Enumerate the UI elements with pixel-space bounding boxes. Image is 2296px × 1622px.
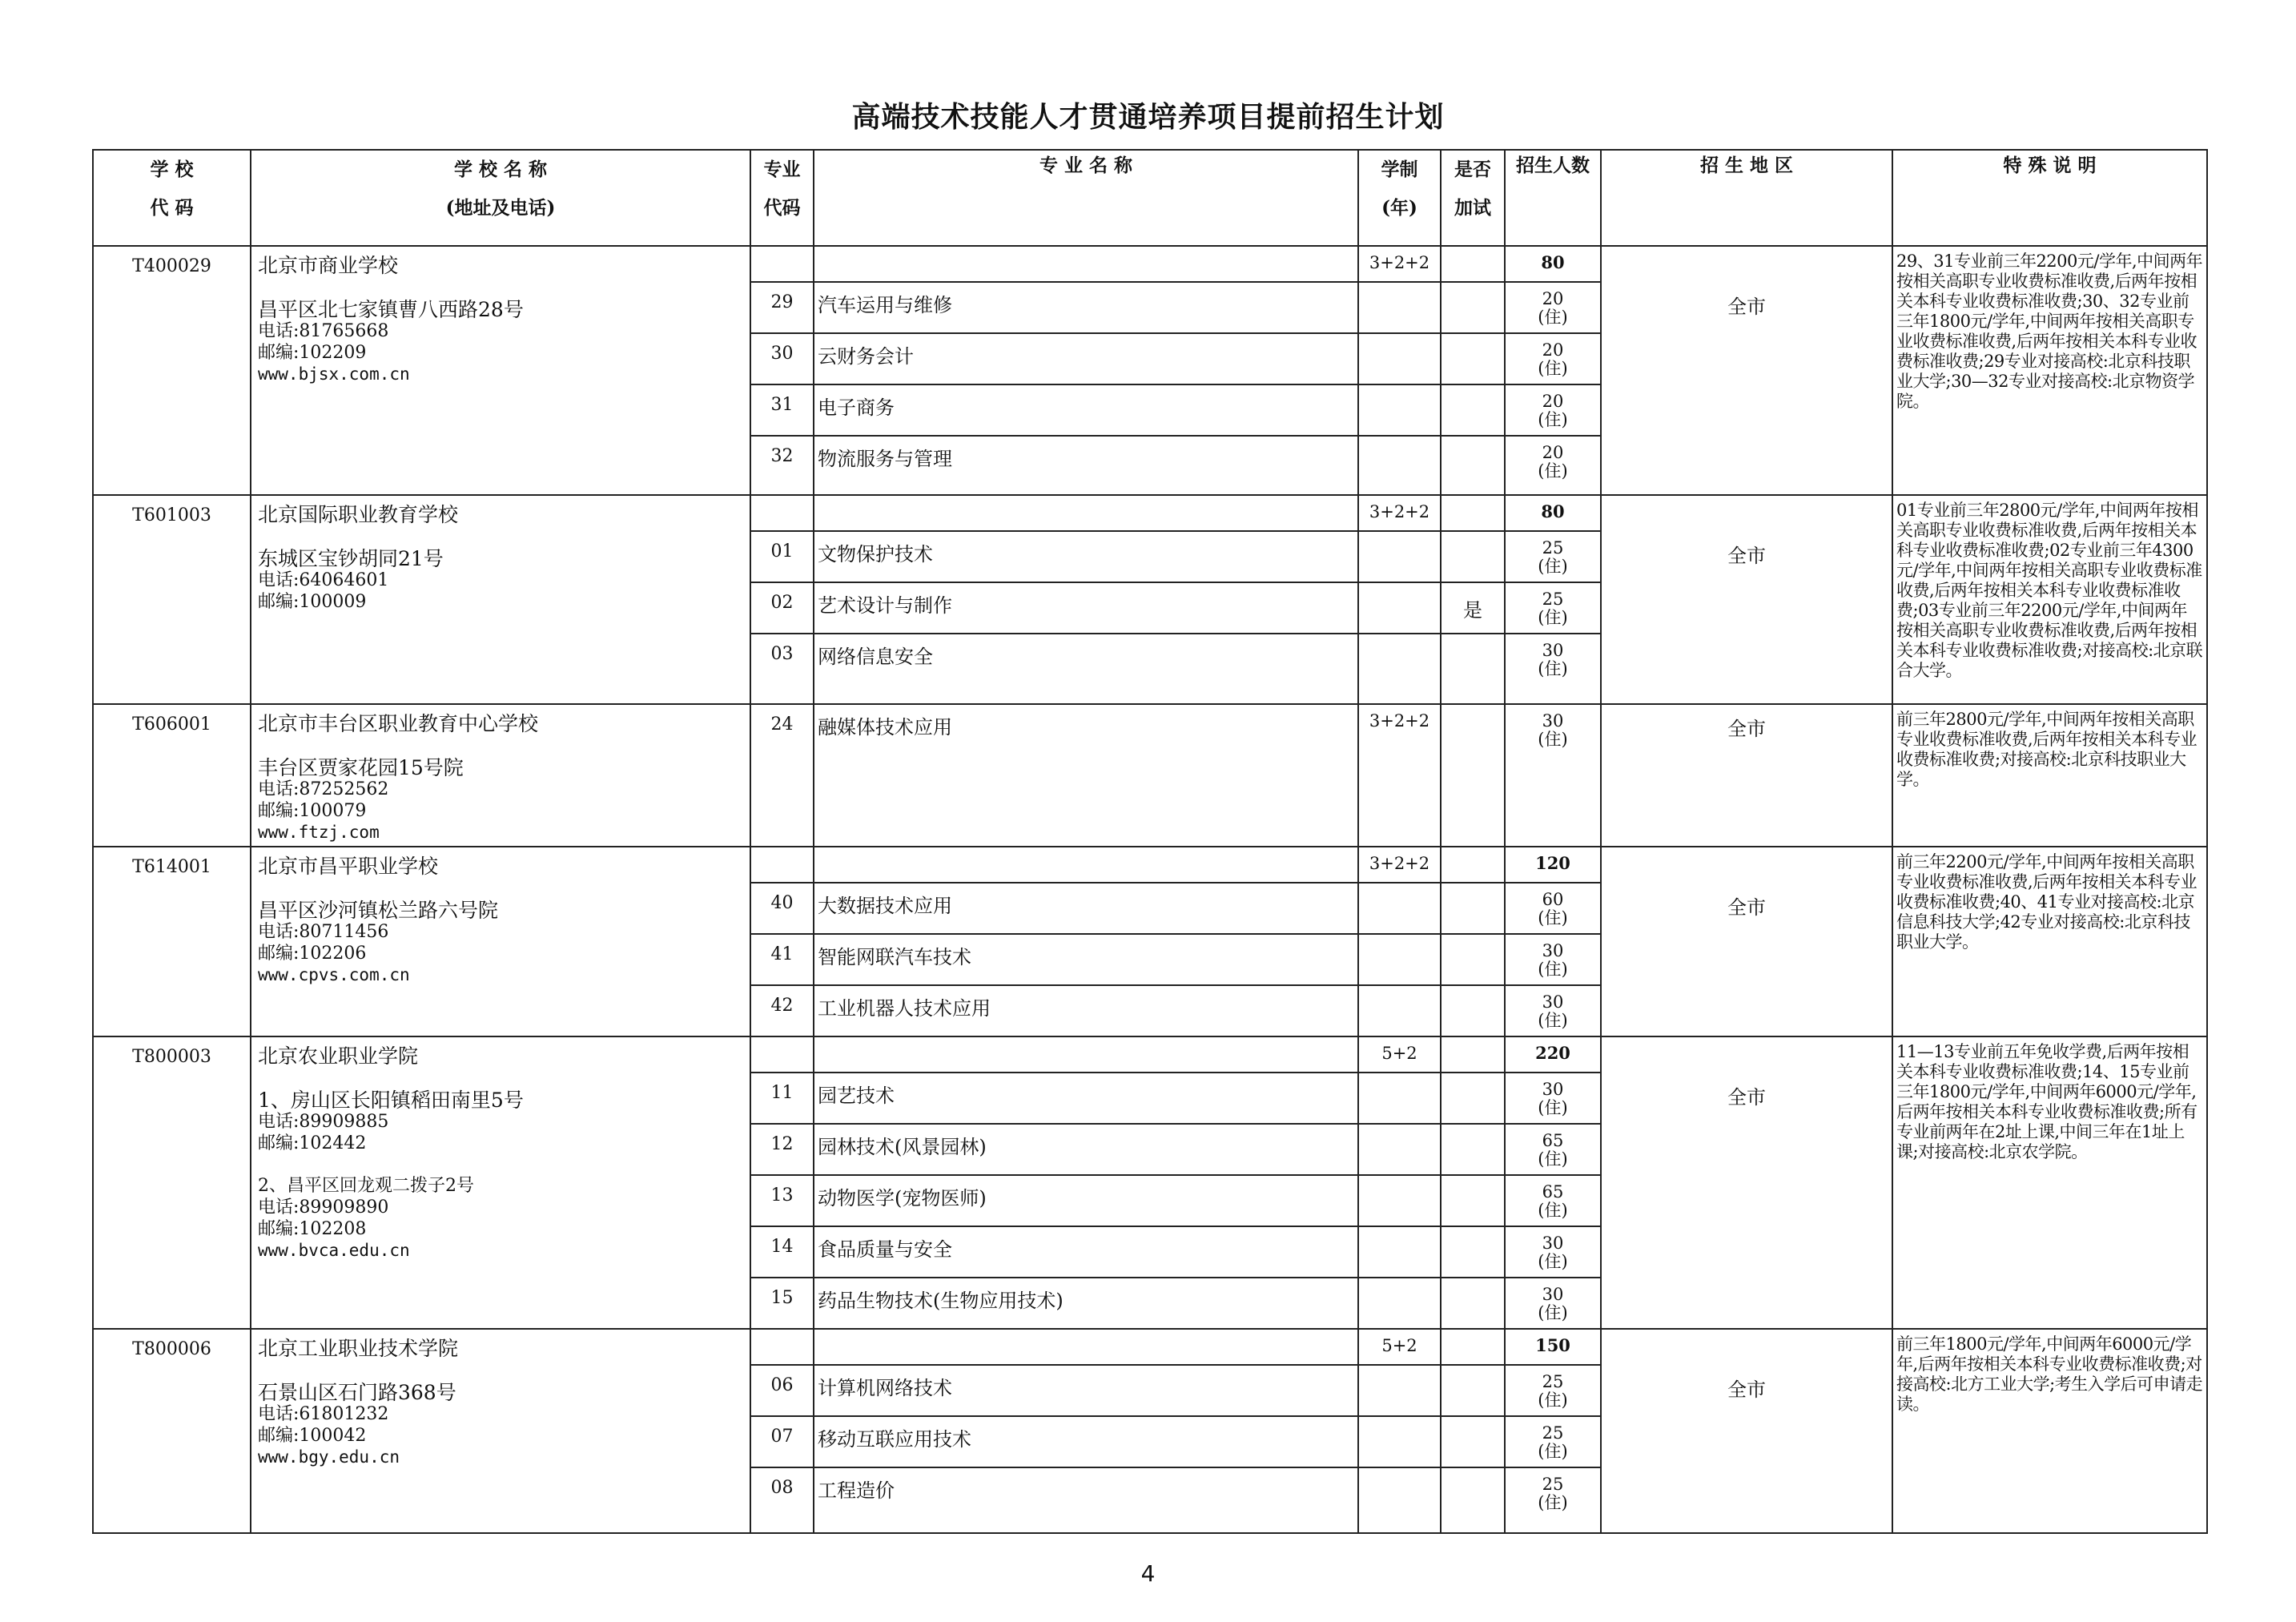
extra-test: 是 [1441,582,1505,634]
special-notes: 01专业前三年2800元/学年,中间两年按相关高职专业收费标准收费,后两年按相关本科专业收费标准收费;02专业前三年4300元/学年,中间两年按相关高职专业收费标准收费,后两年按相关本科专业收费标准收费;03专业前三年2200元/学年,中间两年按相关高职专业收费标准收费,后两年按相关本科专业收费标准收费;对接高校:北京联合大学。 [1892,495,2207,704]
school-website: www.bgy.edu.cn [258,1447,400,1467]
major-code: 24 [750,704,814,847]
table-row [93,1036,2207,1073]
extra-test [1441,1175,1505,1226]
extra-test [1441,634,1505,704]
enrollment-count: 20 (住) [1505,282,1601,333]
enrollment-count: 25 (住) [1505,582,1601,634]
extra-test [1441,384,1505,436]
program-years: 3+2+2 [1358,246,1441,282]
table-row [93,847,2207,883]
school-address: 1、房山区长阳镇稻田南里5号 [258,1089,524,1112]
major-name: 大数据技术应用 [814,883,1358,934]
major-code: 13 [750,1175,814,1226]
major-code: 14 [750,1226,814,1278]
special-notes: 前三年2200元/学年,中间两年按相关高职专业收费标准收费,后两年按相关本科专业收费标准收费;40、41专业对接高校:北京信息科技大学;42专业对接高校:北京科技职业大学。 [1892,847,2207,1036]
major-name: 药品生物技术(生物应用技术) [814,1278,1358,1329]
enrollment-count: 30 (住) [1505,934,1601,985]
enrollment-count: 30 (住) [1505,1278,1601,1329]
school-name: 北京市商业学校 [258,254,399,277]
header-major-name: 专 业 名 称 [814,150,1358,246]
major-name: 物流服务与管理 [814,436,1358,495]
school-name: 北京国际职业教育学校 [258,503,459,526]
enrollment-count: 20 (住) [1505,333,1601,384]
enrollment-count: 25 (住) [1505,531,1601,582]
school-postcode: 邮编:102442 [258,1133,367,1153]
enrollment-area: 全市 [1601,1036,1892,1329]
program-years: 3+2+2 [1358,704,1441,847]
page-number: 4 [1140,1560,1156,1587]
header-school-code: 学 校 代 码 [93,150,251,246]
school-code: T800006 [93,1329,251,1533]
major-name: 云财务会计 [814,333,1358,384]
total-enrollment: 80 [1505,495,1601,531]
enrollment-count: 30 (住) [1505,985,1601,1036]
enrollment-count: 65 (住) [1505,1175,1601,1226]
major-code: 29 [750,282,814,333]
major-code: 40 [750,883,814,934]
school-address: 东城区宝钞胡同21号 [258,547,444,570]
major-name: 动物医学(宠物医师) [814,1175,1358,1226]
major-name: 工程造价 [814,1467,1358,1533]
enrollment-count: 30 (住) [1505,704,1601,847]
total-enrollment: 120 [1505,847,1601,883]
school-info [251,1036,750,1329]
enrollment-count: 30 (住) [1505,1226,1601,1278]
school-website: www.bvca.edu.cn [258,1241,410,1260]
major-name: 电子商务 [814,384,1358,436]
school-address: 石景山区石门路368号 [258,1381,456,1404]
major-name [814,246,1358,282]
school-phone: 电话:89909890 [258,1197,389,1218]
extra-test [1441,282,1505,333]
enrollment-count: 25 (住) [1505,1416,1601,1467]
enrollment-area: 全市 [1601,847,1892,1036]
school-postcode: 邮编:100079 [258,801,367,821]
school-postcode: 邮编:102209 [258,343,367,363]
major-code: 31 [750,384,814,436]
special-notes: 前三年2800元/学年,中间两年按相关高职专业收费标准收费,后两年按相关本科专业收费标准收费;对接高校:北京科技职业大学。 [1892,704,2207,847]
extra-test [1441,333,1505,384]
major-name: 艺术设计与制作 [814,582,1358,634]
extra-test [1441,1124,1505,1175]
school-name: 北京市昌平职业学校 [258,855,439,878]
school-info [251,246,750,495]
header-years: 学制 (年) [1358,150,1441,246]
enrollment-plan-table [92,149,2208,1534]
school-postcode: 邮编:100009 [258,592,367,612]
school-phone: 电话:64064601 [258,570,389,590]
major-code: 03 [750,634,814,704]
major-code: 12 [750,1124,814,1175]
header-row [93,150,2207,246]
major-code: 02 [750,582,814,634]
major-code: 32 [750,436,814,495]
header-enrollment: 招生人数 [1505,150,1601,246]
major-name: 工业机器人技术应用 [814,985,1358,1036]
table-row [93,246,2207,282]
enrollment-count: 20 (住) [1505,436,1601,495]
school-phone: 电话:89909885 [258,1112,389,1132]
major-code: 42 [750,985,814,1036]
major-code: 30 [750,333,814,384]
program-years: 5+2 [1358,1329,1441,1365]
school-info [251,847,750,1036]
school-address: 昌平区北七家镇曹八西路28号 [258,298,524,321]
extra-test [1441,436,1505,495]
page-title: 高端技术技能人才贯通培养项目提前招生计划 [851,101,1445,134]
extra-test [1441,1226,1505,1278]
enrollment-count: 30 (住) [1505,1073,1601,1124]
major-name: 融媒体技术应用 [814,704,1358,847]
school-address: 2、昌平区回龙观二拨子2号 [258,1176,474,1196]
table-row [93,1329,2207,1365]
school-info [251,1329,750,1533]
school-postcode: 邮编:102208 [258,1219,367,1239]
total-enrollment: 150 [1505,1329,1601,1365]
special-notes: 前三年1800元/学年,中间两年6000元/学年,后两年按相关本科专业收费标准收费;对接高校:北方工业大学;考生入学后可申请走读。 [1892,1329,2207,1533]
school-website: www.cpvs.com.cn [258,965,410,984]
major-code [750,246,814,282]
enrollment-area: 全市 [1601,1329,1892,1533]
major-name: 汽车运用与维修 [814,282,1358,333]
major-code: 15 [750,1278,814,1329]
school-website: www.bjsx.com.cn [258,364,410,384]
school-code: T601003 [93,495,251,704]
program-years: 3+2+2 [1358,847,1441,883]
enrollment-count: 20 (住) [1505,384,1601,436]
extra-test [1441,985,1505,1036]
major-code: 01 [750,531,814,582]
program-years: 5+2 [1358,1036,1441,1073]
school-info [251,704,750,847]
total-enrollment: 80 [1505,246,1601,282]
header-notes: 特 殊 说 明 [1892,150,2207,246]
extra-test [1441,246,1505,282]
major-name: 移动互联应用技术 [814,1416,1358,1467]
enrollment-count: 65 (住) [1505,1124,1601,1175]
extra-test [1441,1467,1505,1533]
major-name: 园林技术(风景园林) [814,1124,1358,1175]
enrollment-area: 全市 [1601,246,1892,495]
major-code: 41 [750,934,814,985]
header-major-code: 专业 代码 [750,150,814,246]
header-area: 招 生 地 区 [1601,150,1892,246]
school-address: 昌平区沙河镇松兰路六号院 [258,899,499,922]
enrollment-count: 25 (住) [1505,1467,1601,1533]
school-phone: 电话:87252562 [258,779,389,799]
major-name: 网络信息安全 [814,634,1358,704]
enrollment-area: 全市 [1601,495,1892,704]
major-code: 07 [750,1416,814,1467]
extra-test [1441,934,1505,985]
major-name: 文物保护技术 [814,531,1358,582]
enrollment-count: 30 (住) [1505,634,1601,704]
extra-test [1441,531,1505,582]
school-code: T800003 [93,1036,251,1329]
header-school-name: 学 校 名 称 (地址及电话) [251,150,750,246]
school-code: T614001 [93,847,251,1036]
major-name: 计算机网络技术 [814,1365,1358,1416]
major-code: 08 [750,1467,814,1533]
table-row [93,495,2207,531]
school-phone: 电话:80711456 [258,922,389,942]
school-name: 北京工业职业技术学院 [258,1337,459,1360]
major-code: 11 [750,1073,814,1124]
school-phone: 电话:61801232 [258,1404,389,1424]
school-name: 北京农业职业学院 [258,1044,419,1068]
enrollment-count: 25 (住) [1505,1365,1601,1416]
school-postcode: 邮编:102206 [258,944,367,964]
school-code: T606001 [93,704,251,847]
school-code: T400029 [93,246,251,495]
table-row [93,704,2207,847]
program-years: 3+2+2 [1358,495,1441,531]
school-info [251,495,750,704]
school-address: 丰台区贾家花园15号院 [258,756,464,779]
extra-test [1441,1365,1505,1416]
school-name: 北京市丰台区职业教育中心学校 [258,712,539,735]
school-website: www.ftzj.com [258,823,380,842]
major-name: 园艺技术 [814,1073,1358,1124]
extra-test [1441,883,1505,934]
extra-test [1441,1278,1505,1329]
special-notes: 29、31专业前三年2200元/学年,中间两年按相关高职专业收费标准收费,后两年按相关本科专业收费标准收费;30、32专业前三年1800元/学年,中间两年按相关高职专业收费标准收费,后两年按相关本科专业收费标准收费;29专业对接高校:北京科技职业大学;30—32专业对接高校:北京物资学院。 [1892,246,2207,495]
extra-test [1441,704,1505,847]
enrollment-area: 全市 [1601,704,1892,847]
school-postcode: 邮编:100042 [258,1426,367,1446]
extra-test [1441,1073,1505,1124]
school-phone: 电话:81765668 [258,321,389,341]
special-notes: 11—13专业前五年免收学费,后两年按相关本科专业收费标准收费;14、15专业前三年1800元/学年,中间两年6000元/学年,后两年按相关本科专业收费标准收费;所有专业前两年在2址上课,中间三年在1址上课;对接高校:北京农学院。 [1892,1036,2207,1329]
header-extra-test: 是否 加试 [1441,150,1505,246]
major-name: 食品质量与安全 [814,1226,1358,1278]
total-enrollment: 220 [1505,1036,1601,1073]
extra-test [1441,1416,1505,1467]
enrollment-count: 60 (住) [1505,883,1601,934]
major-code: 06 [750,1365,814,1416]
major-name: 智能网联汽车技术 [814,934,1358,985]
